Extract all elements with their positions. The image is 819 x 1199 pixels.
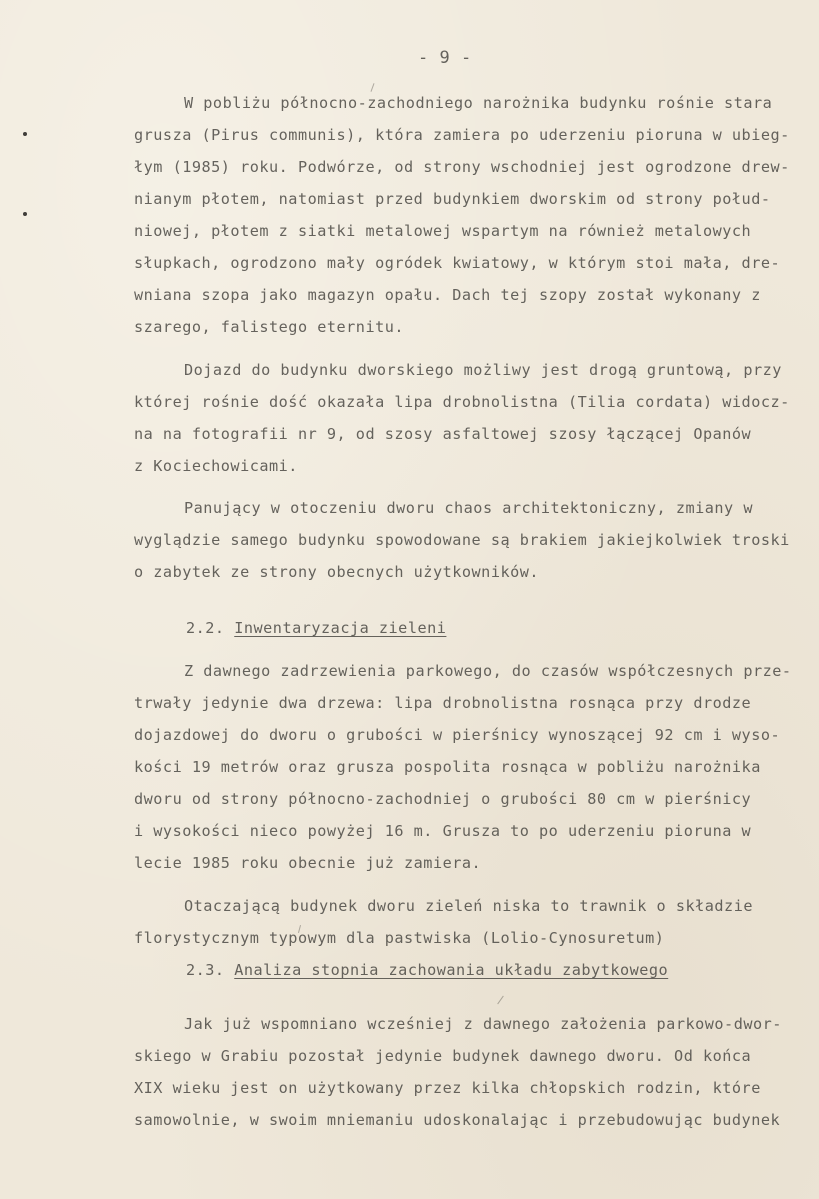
paper-speck [497,996,504,1005]
section-title: Analiza stopnia zachowania układu zabytkowego [234,961,669,979]
text-line: Dojazd do budynku dworskiego możliwy jest drogą gruntową, przy [184,361,782,379]
text-line: Jak już wspomniano wcześniej z dawnego założenia parkowo-dwor- [184,1015,782,1033]
section-title: Inwentaryzacja zieleni [234,619,447,637]
text-line: której rośnie dość okazała lipa drobnolistna (Tilia cordata) widocz- [134,393,790,411]
margin-punch-mark [23,212,27,216]
text-line: samowolnie, w swoim mniemaniu udoskonalając i przebudowując budynek [134,1111,781,1129]
page-number: - 9 - [418,48,472,68]
text-line: o zabytek ze strony obecnych użytkowników. [134,563,540,581]
section-number: 2.2. [186,619,225,637]
text-line: florystycznym typowym dla pastwiska (Lolio-Cynosuretum) [134,929,665,947]
text-line: Panujący w otoczeniu dworu chaos architektoniczny, zmiany w [184,499,753,517]
text-line: wyglądzie samego budynku spowodowane są brakiem jakiejkolwiek troski [134,531,790,549]
text-line: wniana szopa jako magazyn opału. Dach tej szopy został wykonany z [134,286,761,304]
text-line: XIX wieku jest on użytkowany przez kilka chłopskich rodzin, które [134,1079,761,1097]
section-heading [186,619,446,637]
text-line: na na fotografii nr 9, od szosy asfaltowej szosy łączącej Opanów [134,425,752,443]
paper-speck [370,83,374,92]
text-line: dworu od strony północno-zachodniej o grubości 80 cm w pierśnicy [134,790,752,808]
text-line: słupkach, ogrodzono mały ogródek kwiatowy, w którym stoi mała, dre- [134,254,781,272]
text-line: i wysokości nieco powyżej 16 m. Grusza to po uderzeniu pioruna w [134,822,752,840]
text-line: z Kociechowicami. [134,457,298,475]
text-line: lecie 1985 roku obecnie już zamiera. [134,854,482,872]
text-line: Otaczającą budynek dworu zieleń niska to trawnik o składzie [184,897,753,915]
text-line: grusza (Pirus communis), która zamiera po uderzeniu pioruna w ubieg- [134,126,790,144]
text-line: kości 19 metrów oraz grusza pospolita rosnąca w pobliżu narożnika [134,758,761,776]
section-heading [186,961,668,979]
text-line: trwały jedynie dwa drzewa: lipa drobnolistna rosnąca przy drodze [134,694,752,712]
text-line: Z dawnego zadrzewienia parkowego, do czasów współczesnych prze- [184,662,792,680]
text-line: niowej, płotem z siatki metalowej wspartym na również metalowych [134,222,752,240]
text-line: szarego, falistego eternitu. [134,318,405,336]
text-line: skiego w Grabiu pozostał jedynie budynek dawnego dworu. Od końca [134,1047,752,1065]
text-line: W pobliżu północno-zachodniego narożnika budynku rośnie stara [184,94,773,112]
text-line: nianym płotem, natomiast przed budynkiem dworskim od strony połud- [134,190,771,208]
text-line: dojazdowej do dworu o grubości w pierśnicy wynoszącej 92 cm i wyso- [134,726,781,744]
section-number: 2.3. [186,961,225,979]
text-line: łym (1985) roku. Podwórze, od strony wschodniej jest ogrodzone drew- [134,158,790,176]
margin-punch-mark [23,132,27,136]
